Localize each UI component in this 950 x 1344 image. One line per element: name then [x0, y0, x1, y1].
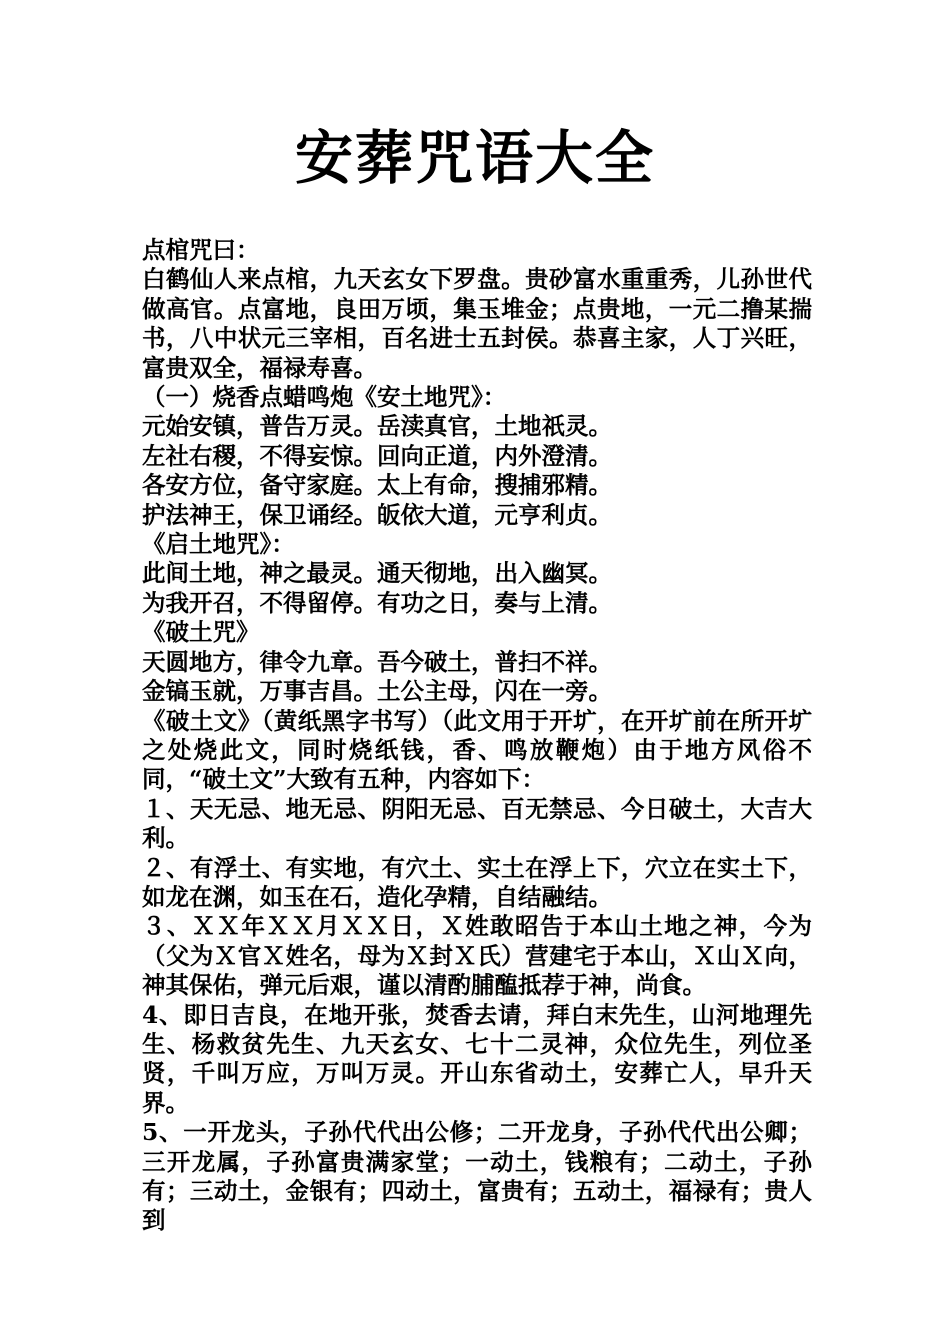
paragraph-item-2: ２、有浮土、有实地，有穴土、实土在浮上下，穴立在实土下，如龙在渊，如玉在石，造化孕精，自结融结。 [142, 853, 812, 911]
paragraph-verse-line: 天圆地方，律令九章。吾今破土，普扫不祥。 [142, 647, 612, 676]
paragraph-item-4: 4、即日吉良，在地开张，焚香去请，拜白末先生，山河地理先生、杨救贫先生、九天玄女、七十二灵神，众位先生，列位圣贤，千叫万应，万叫万灵。开山东省动土，安葬亡人，早升天界。 [142, 1000, 812, 1117]
paragraph-verse-line: 元始安镇，普告万灵。岳渎真官，土地祇灵。 [142, 412, 612, 441]
paragraph-verse-line: 金镐玉就，万事吉昌。土公主母，闪在一旁。 [142, 677, 612, 706]
document-body [142, 236, 812, 1236]
paragraph-section-one-heading: （一）烧香点蜡鸣炮《安土地咒》： [142, 383, 507, 412]
paragraph-verse-line: 护法神王，保卫诵经。皈依大道，元亨利贞。 [142, 500, 612, 529]
paragraph-coffin-spell-text: 白鹤仙人来点棺，九天玄女下罗盘。贵砂富水重重秀，儿孙世代做高官。点富地，良田万顷，集玉堆金；点贵地，一元二撸某揣书，八中状元三宰相，百名进士五封侯。恭喜主家，人丁兴旺，富贵双全，福禄寿喜。 [142, 265, 812, 382]
paragraph-verse-line: 此间土地，神之最灵。通天彻地，出入幽冥。 [142, 559, 612, 588]
paragraph-verse-line: 各安方位，备守家庭。太上有命，搜捕邪精。 [142, 471, 612, 500]
paragraph-verse-line: 为我开召，不得留停。有功之日，奏与上清。 [142, 588, 612, 617]
paragraph-item-3: ３、ＸＸ年ＸＸ月ＸＸ日，Ｘ姓敢昭告于本山土地之神，今为（父为Ｘ官Ｘ姓名，母为Ｘ封Ｘ氏）营建宅于本山，Ｘ山Ｘ向，神其保佑，弹元后艰，谨以清酌脯醢抵荐于神，尚食。 [142, 912, 812, 1000]
paragraph-potu-wen-intro: 《破土文》（黄纸黑字书写）（此文用于开圹，在开圹前在所开圹之处烧此文，同时烧纸钱，香、鸣放鞭炮）由于地方风俗不同，“破土文”大致有五种，内容如下： [142, 706, 812, 794]
paragraph-item-5: 5、一开龙头，子孙代代出公修；二开龙身，子孙代代出公卿；三开龙属，子孙富贵满家堂；一动土，钱粮有；二动土，子孙有；三动土，金银有；四动土，富贵有；五动土，福禄有；贵人到 [142, 1118, 812, 1235]
paragraph-coffin-spell-heading: 点棺咒曰： [142, 236, 260, 264]
paragraph-qi-tudi-heading: 《启土地咒》： [142, 530, 295, 559]
paragraph-verse-line: 左社右稷，不得妄惊。回向正道，内外澄清。 [142, 441, 612, 470]
paragraph-potu-heading: 《破土咒》 [142, 618, 260, 647]
page-title: 安葬咒语大全 [294, 124, 655, 192]
paragraph-item-1: １、天无忌、地无忌、阴阳无忌、百无禁忌、今日破土，大吉大利。 [142, 794, 812, 853]
